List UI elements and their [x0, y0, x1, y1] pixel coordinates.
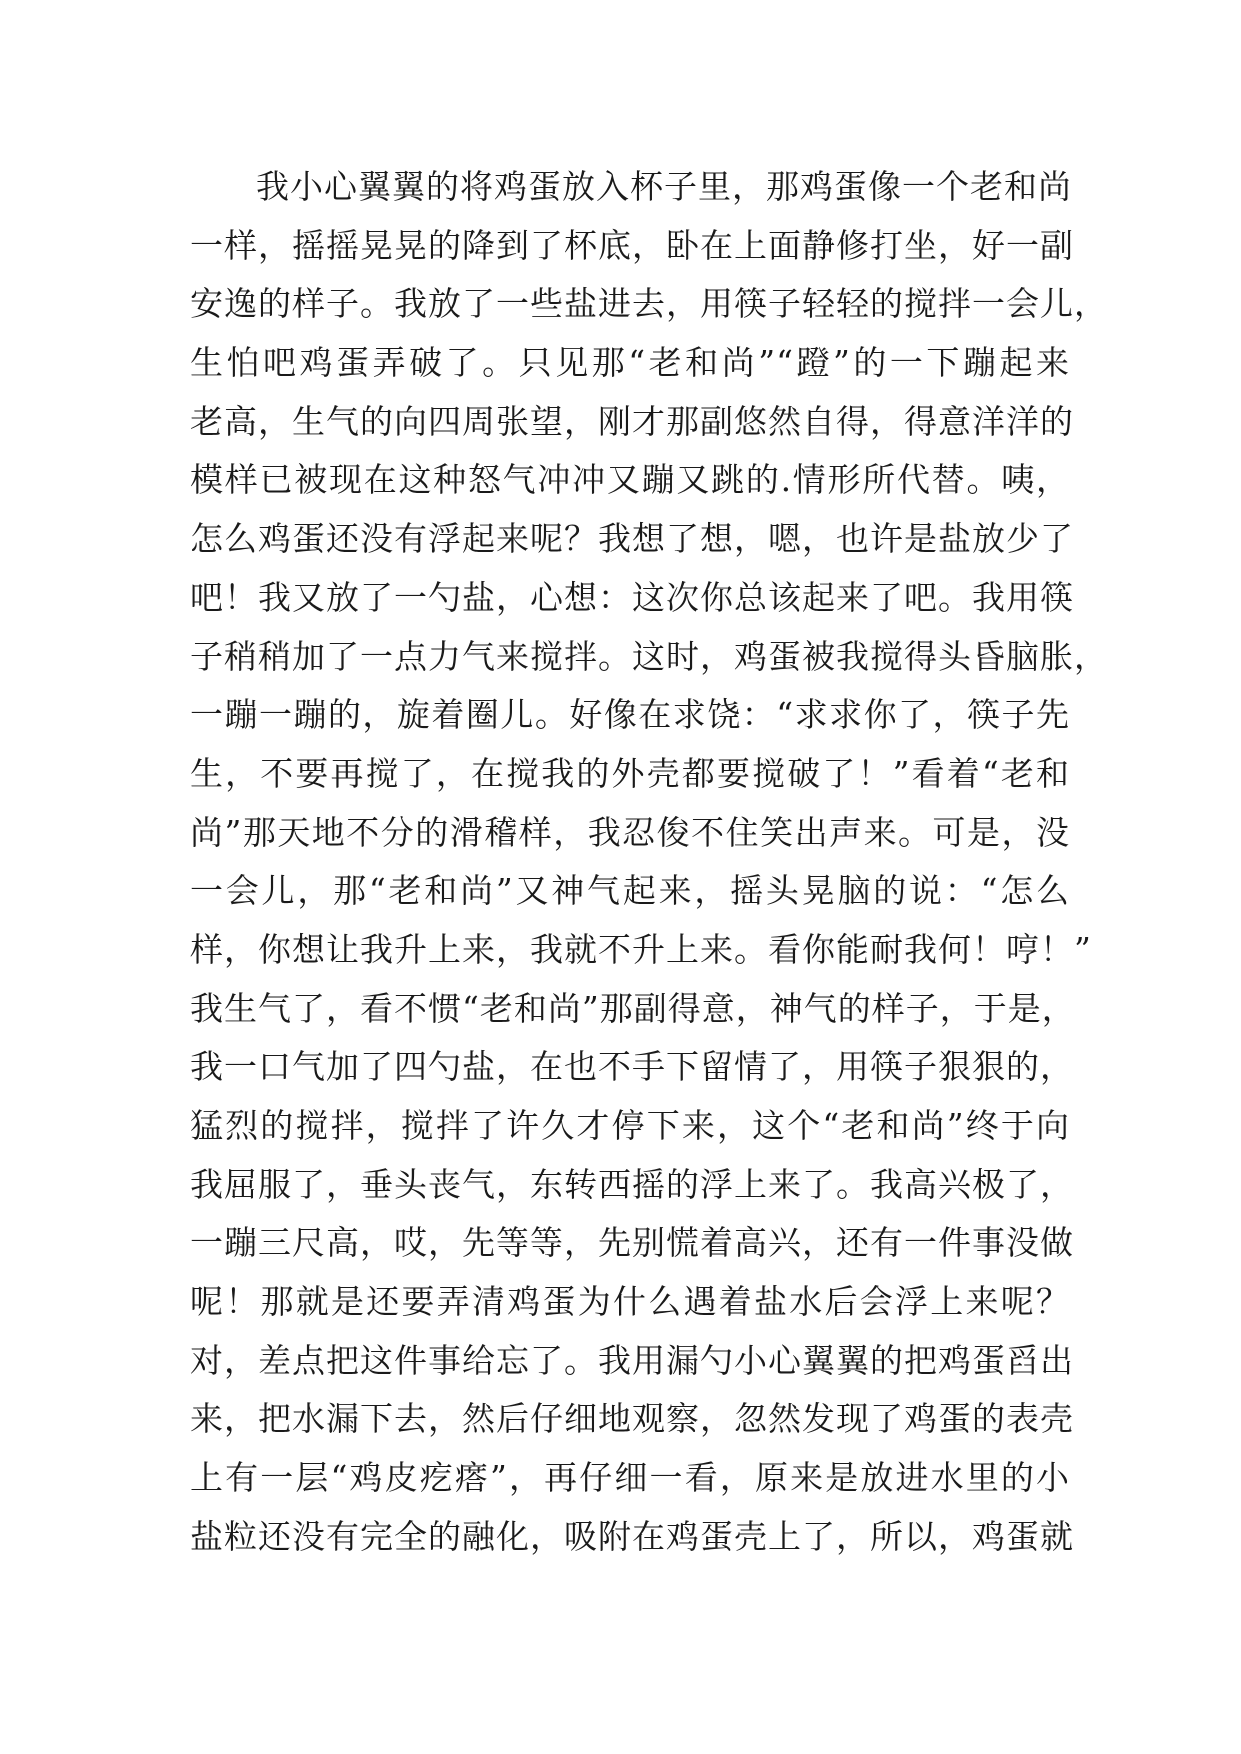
text-line: 一会儿，那“老和尚”又神气起来，摇头晃脑的说：“怎么 — [190, 871, 1070, 911]
text-line: 子稍稍加了一点力气来搅拌。这时，鸡蛋被我搅得头昏脑胀， — [190, 636, 1108, 676]
text-line: 我生气了，看不惯“老和尚”那副得意，神气的样子，于是， — [190, 988, 1076, 1028]
text-line: 上有一层“鸡皮疙瘩”，再仔细一看，原来是放进水里的小 — [190, 1458, 1070, 1498]
text-line: 我屈服了，垂头丧气，东转西摇的浮上来了。我高兴极了， — [190, 1164, 1074, 1204]
text-line: 猛烈的搅拌，搅拌了许久才停下来，这个“老和尚”终于向 — [190, 1106, 1070, 1145]
text-line: 生怕吧鸡蛋弄破了。只见那“老和尚”“蹬”的一下蹦起来 — [190, 343, 1070, 383]
text-line: 老高，生气的向四周张望，刚才那副悠然自得，得意洋洋的 — [190, 401, 1074, 441]
text-line: 对，差点把这件事给忘了。我用漏勺小心翼翼的把鸡蛋舀出 — [190, 1340, 1074, 1380]
text-line: 一样，摇摇晃晃的降到了杯底，卧在上面静修打坐，好一副 — [190, 225, 1074, 265]
text-line: 我小心翼翼的将鸡蛋放入杯子里，那鸡蛋像一个老和尚 — [256, 167, 1072, 206]
text-line: 安逸的样子。我放了一些盐进去，用筷子轻轻的搅拌一会儿， — [190, 284, 1108, 324]
text-line: 一蹦一蹦的，旋着圈儿。好像在求饶：“求求你了，筷子先 — [190, 695, 1070, 735]
text-line: 呢！那就是还要弄清鸡蛋为什么遇着盐水后会浮上来呢？ — [190, 1282, 1070, 1322]
text-line: 模样已被现在这种怒气冲冲又蹦又跳的.情形所代替。咦， — [190, 460, 1070, 500]
text-line: 生，不要再搅了，在搅我的外壳都要搅破了！”看着“老和 — [190, 753, 1070, 793]
body-paragraph — [190, 158, 1108, 1567]
text-line: 尚”那天地不分的滑稽样，我忍俊不住笑出声来。可是，没 — [190, 812, 1070, 852]
text-line: 盐粒还没有完全的融化，吸附在鸡蛋壳上了，所以，鸡蛋就 — [190, 1516, 1074, 1556]
text-line: 怎么鸡蛋还没有浮起来呢？我想了想，嗯，也许是盐放少了 — [190, 519, 1074, 559]
text-line: 样，你想让我升上来，我就不升上来。看你能耐我何！哼！” — [190, 929, 1092, 969]
text-line: 吧！我又放了一勺盐，心想：这次你总该起来了吧。我用筷 — [190, 577, 1074, 617]
text-line: 一蹦三尺高，哎，先等等，先别慌着高兴，还有一件事没做 — [190, 1223, 1074, 1263]
text-line: 我一口气加了四勺盐，在也不手下留情了，用筷子狠狠的， — [190, 1047, 1074, 1087]
text-line: 来，把水漏下去，然后仔细地观察，忽然发现了鸡蛋的表壳 — [190, 1399, 1074, 1439]
